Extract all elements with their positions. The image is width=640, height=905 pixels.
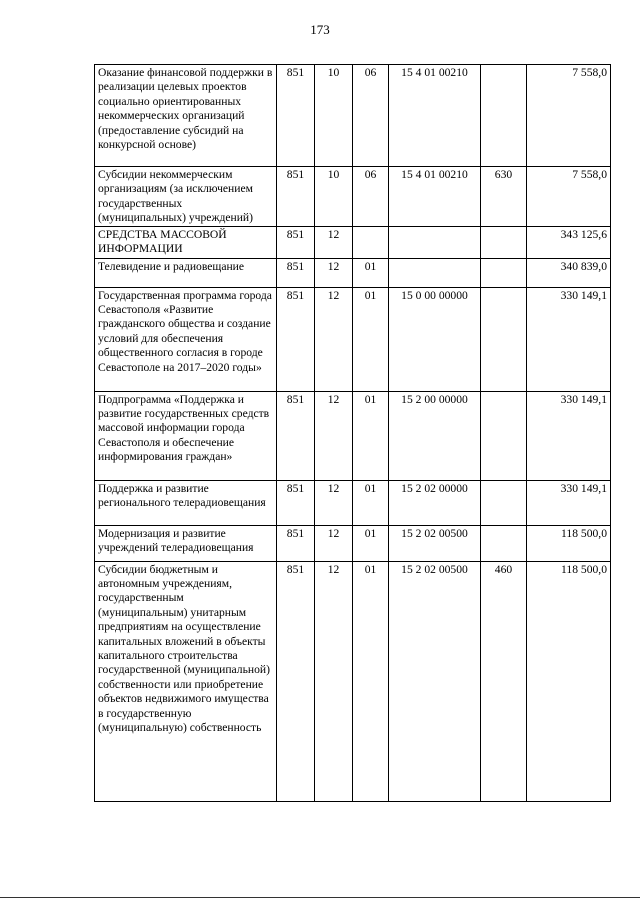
row-name: Оказание финансовой поддержки в реализации целевых проектов социально ориентированных некоммерческих организаций (предоставление субсидий на конкурсной основе) [95, 65, 277, 167]
row-name: Субсидии бюджетным и автономным учреждениям, государственным (муниципальным) унитарным предприятиям на осуществление капитальных вложений в объекты капитального строительства государственной (муниципальной) собственности или приобретение объектов недвижимого имущества в государственную (муниципальную) собственность [95, 561, 277, 801]
table-row [95, 480, 611, 525]
subsection-code: 06 [353, 65, 389, 167]
section-code: 12 [315, 391, 353, 480]
amount: 118 500,0 [527, 525, 611, 561]
subsection-code: 01 [353, 480, 389, 525]
section-code: 12 [315, 226, 353, 258]
table-row [95, 258, 611, 287]
expense-type-code [481, 65, 527, 167]
expense-type-code [481, 226, 527, 258]
target-article-code [389, 226, 481, 258]
ministry-code: 851 [277, 391, 315, 480]
expense-type-code [481, 287, 527, 391]
target-article-code: 15 4 01 00210 [389, 65, 481, 167]
row-name: Телевидение и радиовещание [95, 258, 277, 287]
amount: 340 839,0 [527, 258, 611, 287]
amount: 343 125,6 [527, 226, 611, 258]
amount: 330 149,1 [527, 287, 611, 391]
ministry-code: 851 [277, 167, 315, 227]
page-number: 173 [310, 22, 330, 37]
target-article-code: 15 4 01 00210 [389, 167, 481, 227]
expense-type-code [481, 258, 527, 287]
target-article-code: 15 0 00 00000 [389, 287, 481, 391]
row-name: Государственная программа города Севастополя «Развитие гражданского общества и создание условий для обеспечения общественного согласия в городе Севастополе на 2017–2020 годы» [95, 287, 277, 391]
subsection-code: 01 [353, 258, 389, 287]
ministry-code: 851 [277, 561, 315, 801]
ministry-code: 851 [277, 258, 315, 287]
subsection-code: 01 [353, 561, 389, 801]
section-code: 10 [315, 167, 353, 227]
expense-type-code: 460 [481, 561, 527, 801]
table-row [95, 65, 611, 167]
target-article-code: 15 2 02 00000 [389, 480, 481, 525]
expense-type-code [481, 525, 527, 561]
expense-type-code [481, 391, 527, 480]
bottom-border-line [0, 897, 640, 898]
ministry-code: 851 [277, 287, 315, 391]
section-code: 12 [315, 561, 353, 801]
ministry-code: 851 [277, 525, 315, 561]
section-code: 12 [315, 258, 353, 287]
row-name: Модернизация и развитие учреждений телерадиовещания [95, 525, 277, 561]
ministry-code: 851 [277, 226, 315, 258]
expense-type-code: 630 [481, 167, 527, 227]
ministry-code: 851 [277, 65, 315, 167]
table-row [95, 167, 611, 227]
row-name: Подпрограмма «Поддержка и развитие государственных средств массовой информации города Севастополя и обеспечение информирования граждан» [95, 391, 277, 480]
subsection-code: 01 [353, 391, 389, 480]
section-code: 10 [315, 65, 353, 167]
target-article-code: 15 2 00 00000 [389, 391, 481, 480]
subsection-code: 01 [353, 287, 389, 391]
amount: 118 500,0 [527, 561, 611, 801]
subsection-code: 06 [353, 167, 389, 227]
target-article-code: 15 2 02 00500 [389, 561, 481, 801]
budget-table [94, 64, 611, 802]
table-row [95, 525, 611, 561]
section-code: 12 [315, 287, 353, 391]
row-name: СРЕДСТВА МАССОВОЙ ИНФОРМАЦИИ [95, 226, 277, 258]
table-row [95, 391, 611, 480]
table-row [95, 287, 611, 391]
amount: 330 149,1 [527, 391, 611, 480]
subsection-code: 01 [353, 525, 389, 561]
amount: 7 558,0 [527, 65, 611, 167]
target-article-code: 15 2 02 00500 [389, 525, 481, 561]
target-article-code [389, 258, 481, 287]
subsection-code [353, 226, 389, 258]
row-name: Субсидии некоммерческим организациям (за исключением государственных (муниципальных) учреждений) [95, 167, 277, 227]
section-code: 12 [315, 480, 353, 525]
table-row [95, 226, 611, 258]
row-name: Поддержка и развитие регионального телерадиовещания [95, 480, 277, 525]
expense-type-code [481, 480, 527, 525]
amount: 330 149,1 [527, 480, 611, 525]
amount: 7 558,0 [527, 167, 611, 227]
table-row [95, 561, 611, 801]
section-code: 12 [315, 525, 353, 561]
ministry-code: 851 [277, 480, 315, 525]
